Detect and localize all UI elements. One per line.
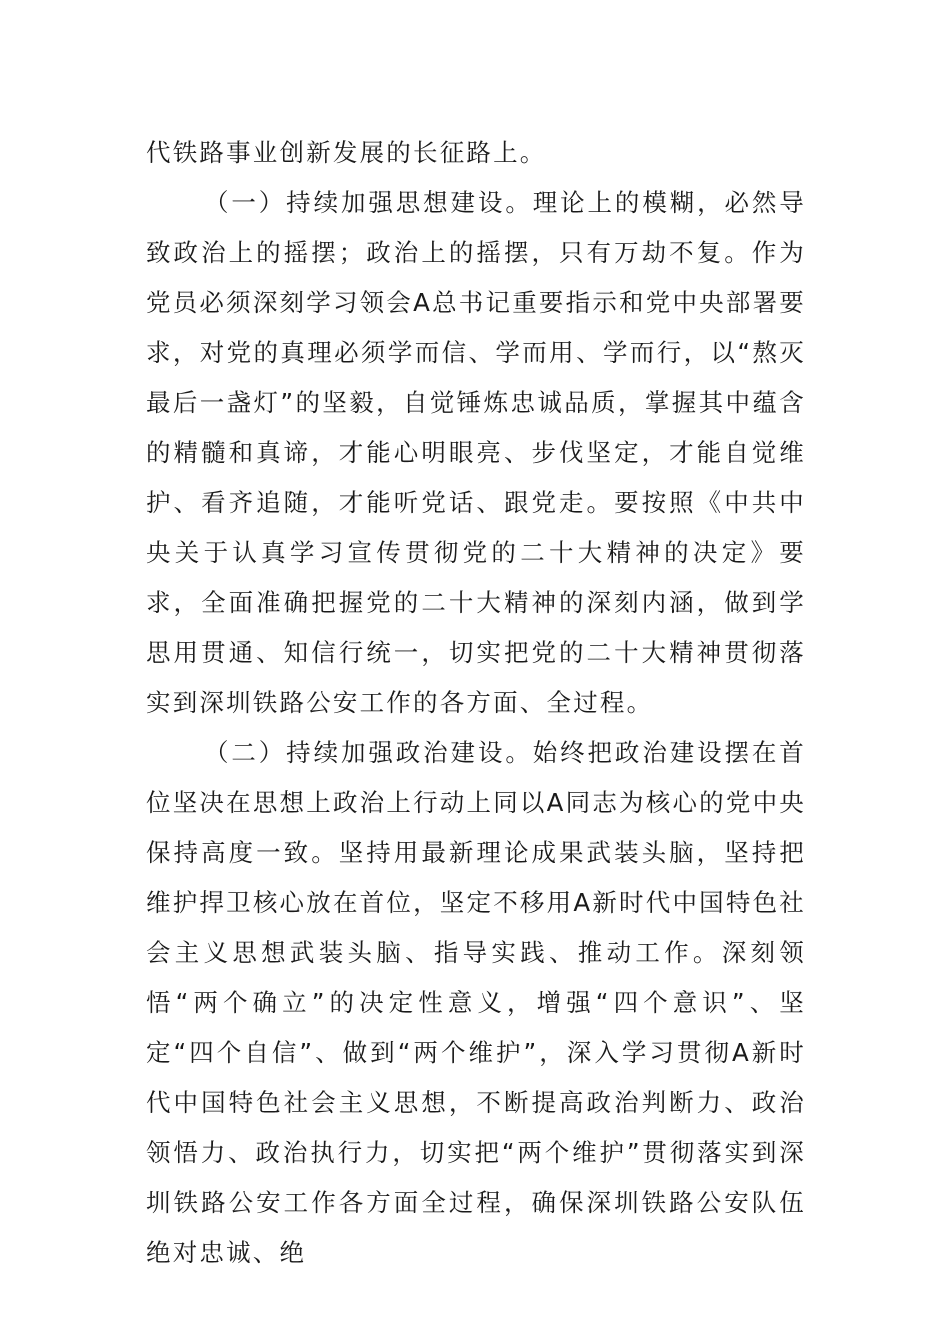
document-body [146,128,806,1278]
paragraph-continuation: 代铁路事业创新发展的长征路上。 [146,138,547,167]
paragraph-political-building: （二）持续加强政治建设。始终把政治建设摆在首位坚决在思想上政治上行动上同以A同志为核心的党中央保持高度一致。坚持用最新理论成果武装头脑，坚持把维护捍卫核心放在首位，坚定不移用A新时代中国特色社会主义思想武装头脑、指导实践、推动工作。深刻领悟“两个确立”的决定性意义，增强“四个意识”、坚定“四个自信”、做到“两个维护”，深入学习贯彻A新时代中国特色社会主义思想，不断提高政治判断力、政治领悟力、政治执行力，切实把“两个维护”贯彻落实到深圳铁路公安工作各方面全过程，确保深圳铁路公安队伍绝对忠诚、绝 [146,738,806,1267]
paragraph-thought-building: （一）持续加强思想建设。理论上的模糊，必然导致政治上的摇摆；政治上的摇摆，只有万劫不复。作为党员必须深刻学习领会A总书记重要指示和党中央部署要求，对党的真理必须学而信、学而用、学而行，以“熬灭最后一盏灯”的坚毅，自觉锤炼忠诚品质，掌握其中蕴含的精髓和真谛，才能心明眼亮、步伐坚定，才能自觉维护、看齐追随，才能听党话、跟党走。要按照《中共中央关于认真学习宣传贯彻党的二十大精神的决定》要求，全面准确把握党的二十大精神的深刻内涵，做到学思用贯通、知信行统一，切实把党的二十大精神贯彻落实到深圳铁路公安工作的各方面、全过程。 [146,188,806,717]
